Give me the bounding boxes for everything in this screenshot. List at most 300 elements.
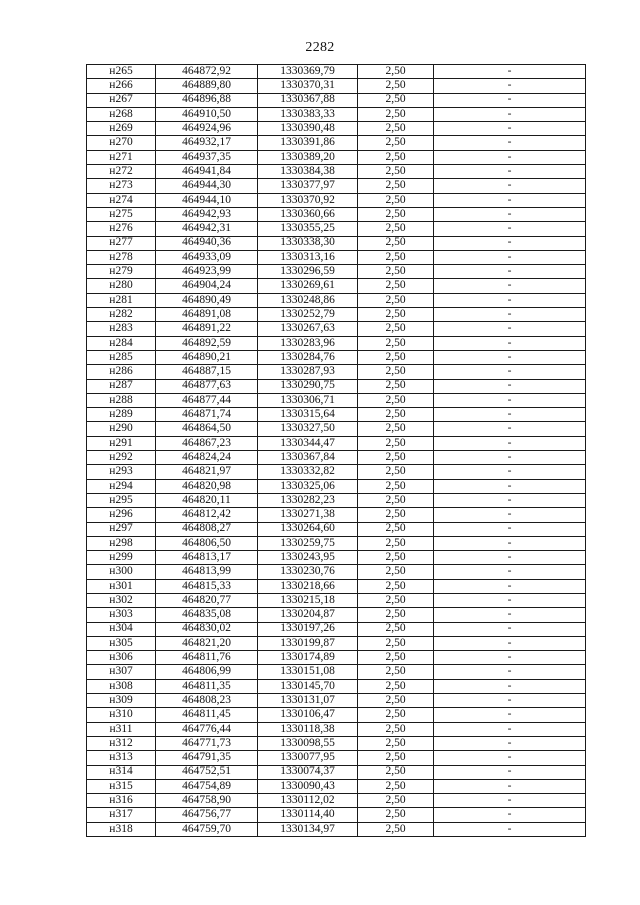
accuracy-cell: 2,50: [358, 279, 434, 293]
table-row: [87, 107, 586, 121]
accuracy-cell: 2,50: [358, 465, 434, 479]
x-coordinate-cell: 464889,80: [156, 79, 258, 93]
y-coordinate-cell: 1330215,18: [258, 593, 358, 607]
table-row: [87, 150, 586, 164]
note-cell: -: [434, 622, 586, 636]
y-coordinate-cell: 1330377,97: [258, 179, 358, 193]
accuracy-cell: 2,50: [358, 365, 434, 379]
x-coordinate-cell: 464944,10: [156, 193, 258, 207]
x-coordinate-cell: 464808,23: [156, 694, 258, 708]
x-coordinate-cell: 464821,97: [156, 465, 258, 479]
x-coordinate-cell: 464824,24: [156, 451, 258, 465]
note-cell: -: [434, 365, 586, 379]
table-row: [87, 465, 586, 479]
accuracy-cell: 2,50: [358, 293, 434, 307]
note-cell: -: [434, 751, 586, 765]
x-coordinate-cell: 464924,96: [156, 122, 258, 136]
table-row: [87, 250, 586, 264]
x-coordinate-cell: 464887,15: [156, 365, 258, 379]
note-cell: -: [434, 522, 586, 536]
point-id-cell: н289: [87, 408, 156, 422]
table-row: [87, 65, 586, 79]
accuracy-cell: 2,50: [358, 308, 434, 322]
y-coordinate-cell: 1330370,92: [258, 193, 358, 207]
table-row: [87, 350, 586, 364]
y-coordinate-cell: 1330370,31: [258, 79, 358, 93]
accuracy-cell: 2,50: [358, 93, 434, 107]
accuracy-cell: 2,50: [358, 122, 434, 136]
note-cell: -: [434, 722, 586, 736]
x-coordinate-cell: 464864,50: [156, 422, 258, 436]
table-row: [87, 365, 586, 379]
y-coordinate-cell: 1330306,71: [258, 393, 358, 407]
y-coordinate-cell: 1330369,79: [258, 65, 358, 79]
note-cell: -: [434, 236, 586, 250]
x-coordinate-cell: 464812,42: [156, 508, 258, 522]
accuracy-cell: 2,50: [358, 794, 434, 808]
point-id-cell: н272: [87, 165, 156, 179]
accuracy-cell: 2,50: [358, 422, 434, 436]
x-coordinate-cell: 464910,50: [156, 107, 258, 121]
accuracy-cell: 2,50: [358, 236, 434, 250]
accuracy-cell: 2,50: [358, 408, 434, 422]
x-coordinate-cell: 464944,30: [156, 179, 258, 193]
note-cell: -: [434, 222, 586, 236]
x-coordinate-cell: 464776,44: [156, 722, 258, 736]
y-coordinate-cell: 1330259,75: [258, 536, 358, 550]
point-id-cell: н313: [87, 751, 156, 765]
point-id-cell: н275: [87, 207, 156, 221]
table-row: [87, 165, 586, 179]
y-coordinate-cell: 1330384,38: [258, 165, 358, 179]
point-id-cell: н293: [87, 465, 156, 479]
point-id-cell: н307: [87, 665, 156, 679]
note-cell: -: [434, 393, 586, 407]
accuracy-cell: 2,50: [358, 651, 434, 665]
point-id-cell: н311: [87, 722, 156, 736]
note-cell: -: [434, 651, 586, 665]
x-coordinate-cell: 464890,49: [156, 293, 258, 307]
y-coordinate-cell: 1330098,55: [258, 736, 358, 750]
table-row: [87, 679, 586, 693]
note-cell: -: [434, 279, 586, 293]
point-id-cell: н290: [87, 422, 156, 436]
table-row: [87, 636, 586, 650]
y-coordinate-cell: 1330114,40: [258, 808, 358, 822]
x-coordinate-cell: 464942,93: [156, 207, 258, 221]
y-coordinate-cell: 1330389,20: [258, 150, 358, 164]
x-coordinate-cell: 464756,77: [156, 808, 258, 822]
x-coordinate-cell: 464820,11: [156, 493, 258, 507]
note-cell: -: [434, 665, 586, 679]
note-cell: -: [434, 207, 586, 221]
y-coordinate-cell: 1330248,86: [258, 293, 358, 307]
point-id-cell: н286: [87, 365, 156, 379]
x-coordinate-cell: 464877,63: [156, 379, 258, 393]
y-coordinate-cell: 1330390,48: [258, 122, 358, 136]
note-cell: -: [434, 736, 586, 750]
note-cell: -: [434, 65, 586, 79]
x-coordinate-cell: 464806,99: [156, 665, 258, 679]
y-coordinate-cell: 1330327,50: [258, 422, 358, 436]
note-cell: -: [434, 422, 586, 436]
note-cell: -: [434, 694, 586, 708]
table-row: [87, 779, 586, 793]
accuracy-cell: 2,50: [358, 222, 434, 236]
note-cell: -: [434, 451, 586, 465]
accuracy-cell: 2,50: [358, 608, 434, 622]
accuracy-cell: 2,50: [358, 150, 434, 164]
table-row: [87, 708, 586, 722]
y-coordinate-cell: 1330383,33: [258, 107, 358, 121]
table-row: [87, 808, 586, 822]
x-coordinate-cell: 464758,90: [156, 794, 258, 808]
accuracy-cell: 2,50: [358, 536, 434, 550]
point-id-cell: н295: [87, 493, 156, 507]
x-coordinate-cell: 464904,24: [156, 279, 258, 293]
note-cell: -: [434, 293, 586, 307]
point-id-cell: н315: [87, 779, 156, 793]
x-coordinate-cell: 464821,20: [156, 636, 258, 650]
point-id-cell: н314: [87, 765, 156, 779]
y-coordinate-cell: 1330077,95: [258, 751, 358, 765]
table-row: [87, 822, 586, 836]
table-row: [87, 79, 586, 93]
table-row: [87, 536, 586, 550]
note-cell: -: [434, 479, 586, 493]
point-id-cell: н265: [87, 65, 156, 79]
point-id-cell: н268: [87, 107, 156, 121]
x-coordinate-cell: 464932,17: [156, 136, 258, 150]
x-coordinate-cell: 464896,88: [156, 93, 258, 107]
point-id-cell: н281: [87, 293, 156, 307]
x-coordinate-cell: 464941,84: [156, 165, 258, 179]
point-id-cell: н292: [87, 451, 156, 465]
table-row: [87, 136, 586, 150]
accuracy-cell: 2,50: [358, 436, 434, 450]
coordinates-table: [86, 64, 586, 837]
y-coordinate-cell: 1330174,89: [258, 651, 358, 665]
y-coordinate-cell: 1330391,86: [258, 136, 358, 150]
accuracy-cell: 2,50: [358, 708, 434, 722]
note-cell: -: [434, 150, 586, 164]
table-row: [87, 179, 586, 193]
accuracy-cell: 2,50: [358, 79, 434, 93]
accuracy-cell: 2,50: [358, 665, 434, 679]
note-cell: -: [434, 265, 586, 279]
table-row: [87, 722, 586, 736]
table-row: [87, 751, 586, 765]
accuracy-cell: 2,50: [358, 722, 434, 736]
accuracy-cell: 2,50: [358, 479, 434, 493]
table-row: [87, 308, 586, 322]
y-coordinate-cell: 1330313,16: [258, 250, 358, 264]
y-coordinate-cell: 1330145,70: [258, 679, 358, 693]
y-coordinate-cell: 1330131,07: [258, 694, 358, 708]
x-coordinate-cell: 464940,36: [156, 236, 258, 250]
accuracy-cell: 2,50: [358, 250, 434, 264]
point-id-cell: н296: [87, 508, 156, 522]
x-coordinate-cell: 464933,09: [156, 250, 258, 264]
x-coordinate-cell: 464771,73: [156, 736, 258, 750]
table-row: [87, 122, 586, 136]
y-coordinate-cell: 1330344,47: [258, 436, 358, 450]
accuracy-cell: 2,50: [358, 165, 434, 179]
note-cell: -: [434, 593, 586, 607]
accuracy-cell: 2,50: [358, 522, 434, 536]
accuracy-cell: 2,50: [358, 393, 434, 407]
table-row: [87, 265, 586, 279]
point-id-cell: н269: [87, 122, 156, 136]
note-cell: -: [434, 193, 586, 207]
point-id-cell: н291: [87, 436, 156, 450]
table-row: [87, 694, 586, 708]
table-row: [87, 565, 586, 579]
x-coordinate-cell: 464942,31: [156, 222, 258, 236]
y-coordinate-cell: 1330218,66: [258, 579, 358, 593]
y-coordinate-cell: 1330151,08: [258, 665, 358, 679]
point-id-cell: н301: [87, 579, 156, 593]
note-cell: -: [434, 308, 586, 322]
y-coordinate-cell: 1330267,63: [258, 322, 358, 336]
x-coordinate-cell: 464813,17: [156, 551, 258, 565]
note-cell: -: [434, 408, 586, 422]
point-id-cell: н278: [87, 250, 156, 264]
table-row: [87, 207, 586, 221]
x-coordinate-cell: 464890,21: [156, 350, 258, 364]
coordinates-table-body: [87, 65, 586, 837]
x-coordinate-cell: 464872,92: [156, 65, 258, 79]
note-cell: -: [434, 779, 586, 793]
note-cell: -: [434, 107, 586, 121]
table-row: [87, 651, 586, 665]
table-row: [87, 665, 586, 679]
table-row: [87, 736, 586, 750]
accuracy-cell: 2,50: [358, 136, 434, 150]
x-coordinate-cell: 464759,70: [156, 822, 258, 836]
note-cell: -: [434, 508, 586, 522]
x-coordinate-cell: 464815,33: [156, 579, 258, 593]
table-row: [87, 593, 586, 607]
x-coordinate-cell: 464811,76: [156, 651, 258, 665]
x-coordinate-cell: 464891,22: [156, 322, 258, 336]
table-row: [87, 522, 586, 536]
y-coordinate-cell: 1330090,43: [258, 779, 358, 793]
accuracy-cell: 2,50: [358, 822, 434, 836]
x-coordinate-cell: 464820,77: [156, 593, 258, 607]
table-row: [87, 451, 586, 465]
table-row: [87, 608, 586, 622]
table-row: [87, 279, 586, 293]
accuracy-cell: 2,50: [358, 551, 434, 565]
y-coordinate-cell: 1330296,59: [258, 265, 358, 279]
point-id-cell: н308: [87, 679, 156, 693]
y-coordinate-cell: 1330199,87: [258, 636, 358, 650]
table-row: [87, 336, 586, 350]
note-cell: -: [434, 350, 586, 364]
point-id-cell: н280: [87, 279, 156, 293]
accuracy-cell: 2,50: [358, 179, 434, 193]
note-cell: -: [434, 579, 586, 593]
note-cell: -: [434, 608, 586, 622]
x-coordinate-cell: 464891,08: [156, 308, 258, 322]
x-coordinate-cell: 464830,02: [156, 622, 258, 636]
x-coordinate-cell: 464871,74: [156, 408, 258, 422]
point-id-cell: н283: [87, 322, 156, 336]
table-row: [87, 393, 586, 407]
note-cell: -: [434, 822, 586, 836]
table-row: [87, 479, 586, 493]
table-row: [87, 293, 586, 307]
accuracy-cell: 2,50: [358, 765, 434, 779]
point-id-cell: н294: [87, 479, 156, 493]
y-coordinate-cell: 1330264,60: [258, 522, 358, 536]
x-coordinate-cell: 464937,35: [156, 150, 258, 164]
point-id-cell: н316: [87, 794, 156, 808]
x-coordinate-cell: 464877,44: [156, 393, 258, 407]
point-id-cell: н266: [87, 79, 156, 93]
y-coordinate-cell: 1330283,96: [258, 336, 358, 350]
x-coordinate-cell: 464811,35: [156, 679, 258, 693]
y-coordinate-cell: 1330118,38: [258, 722, 358, 736]
point-id-cell: н318: [87, 822, 156, 836]
x-coordinate-cell: 464791,35: [156, 751, 258, 765]
y-coordinate-cell: 1330338,30: [258, 236, 358, 250]
accuracy-cell: 2,50: [358, 265, 434, 279]
point-id-cell: н299: [87, 551, 156, 565]
y-coordinate-cell: 1330290,75: [258, 379, 358, 393]
y-coordinate-cell: 1330271,38: [258, 508, 358, 522]
note-cell: -: [434, 436, 586, 450]
point-id-cell: н317: [87, 808, 156, 822]
note-cell: -: [434, 551, 586, 565]
note-cell: -: [434, 565, 586, 579]
y-coordinate-cell: 1330360,66: [258, 207, 358, 221]
note-cell: -: [434, 136, 586, 150]
y-coordinate-cell: 1330204,87: [258, 608, 358, 622]
note-cell: -: [434, 493, 586, 507]
table-row: [87, 236, 586, 250]
y-coordinate-cell: 1330252,79: [258, 308, 358, 322]
note-cell: -: [434, 708, 586, 722]
x-coordinate-cell: 464806,50: [156, 536, 258, 550]
x-coordinate-cell: 464820,98: [156, 479, 258, 493]
note-cell: -: [434, 179, 586, 193]
table-row: [87, 765, 586, 779]
y-coordinate-cell: 1330287,93: [258, 365, 358, 379]
note-cell: -: [434, 79, 586, 93]
point-id-cell: н309: [87, 694, 156, 708]
point-id-cell: н285: [87, 350, 156, 364]
note-cell: -: [434, 765, 586, 779]
table-row: [87, 193, 586, 207]
y-coordinate-cell: 1330106,47: [258, 708, 358, 722]
accuracy-cell: 2,50: [358, 808, 434, 822]
point-id-cell: н274: [87, 193, 156, 207]
note-cell: -: [434, 322, 586, 336]
table-row: [87, 222, 586, 236]
y-coordinate-cell: 1330197,26: [258, 622, 358, 636]
accuracy-cell: 2,50: [358, 350, 434, 364]
y-coordinate-cell: 1330269,61: [258, 279, 358, 293]
y-coordinate-cell: 1330074,37: [258, 765, 358, 779]
y-coordinate-cell: 1330243,95: [258, 551, 358, 565]
table-row: [87, 508, 586, 522]
table-row: [87, 579, 586, 593]
table-row: [87, 379, 586, 393]
accuracy-cell: 2,50: [358, 736, 434, 750]
table-row: [87, 622, 586, 636]
accuracy-cell: 2,50: [358, 207, 434, 221]
y-coordinate-cell: 1330230,76: [258, 565, 358, 579]
y-coordinate-cell: 1330315,64: [258, 408, 358, 422]
x-coordinate-cell: 464835,08: [156, 608, 258, 622]
point-id-cell: н298: [87, 536, 156, 550]
point-id-cell: н303: [87, 608, 156, 622]
x-coordinate-cell: 464752,51: [156, 765, 258, 779]
accuracy-cell: 2,50: [358, 336, 434, 350]
accuracy-cell: 2,50: [358, 193, 434, 207]
point-id-cell: н302: [87, 593, 156, 607]
accuracy-cell: 2,50: [358, 508, 434, 522]
note-cell: -: [434, 93, 586, 107]
table-row: [87, 551, 586, 565]
table-row: [87, 794, 586, 808]
note-cell: -: [434, 250, 586, 264]
point-id-cell: н297: [87, 522, 156, 536]
note-cell: -: [434, 536, 586, 550]
y-coordinate-cell: 1330355,25: [258, 222, 358, 236]
note-cell: -: [434, 379, 586, 393]
point-id-cell: н305: [87, 636, 156, 650]
accuracy-cell: 2,50: [358, 107, 434, 121]
point-id-cell: н306: [87, 651, 156, 665]
accuracy-cell: 2,50: [358, 622, 434, 636]
accuracy-cell: 2,50: [358, 65, 434, 79]
point-id-cell: н288: [87, 393, 156, 407]
point-id-cell: н312: [87, 736, 156, 750]
accuracy-cell: 2,50: [358, 679, 434, 693]
accuracy-cell: 2,50: [358, 593, 434, 607]
x-coordinate-cell: 464811,45: [156, 708, 258, 722]
y-coordinate-cell: 1330134,97: [258, 822, 358, 836]
accuracy-cell: 2,50: [358, 565, 434, 579]
point-id-cell: н282: [87, 308, 156, 322]
y-coordinate-cell: 1330332,82: [258, 465, 358, 479]
table-row: [87, 436, 586, 450]
y-coordinate-cell: 1330367,88: [258, 93, 358, 107]
y-coordinate-cell: 1330325,06: [258, 479, 358, 493]
page-number: 2282: [305, 40, 335, 55]
point-id-cell: н310: [87, 708, 156, 722]
x-coordinate-cell: 464923,99: [156, 265, 258, 279]
point-id-cell: н270: [87, 136, 156, 150]
table-row: [87, 408, 586, 422]
accuracy-cell: 2,50: [358, 579, 434, 593]
table-row: [87, 493, 586, 507]
note-cell: -: [434, 122, 586, 136]
x-coordinate-cell: 464754,89: [156, 779, 258, 793]
note-cell: -: [434, 336, 586, 350]
note-cell: -: [434, 679, 586, 693]
note-cell: -: [434, 808, 586, 822]
point-id-cell: н273: [87, 179, 156, 193]
accuracy-cell: 2,50: [358, 636, 434, 650]
note-cell: -: [434, 165, 586, 179]
point-id-cell: н271: [87, 150, 156, 164]
note-cell: -: [434, 794, 586, 808]
x-coordinate-cell: 464813,99: [156, 565, 258, 579]
